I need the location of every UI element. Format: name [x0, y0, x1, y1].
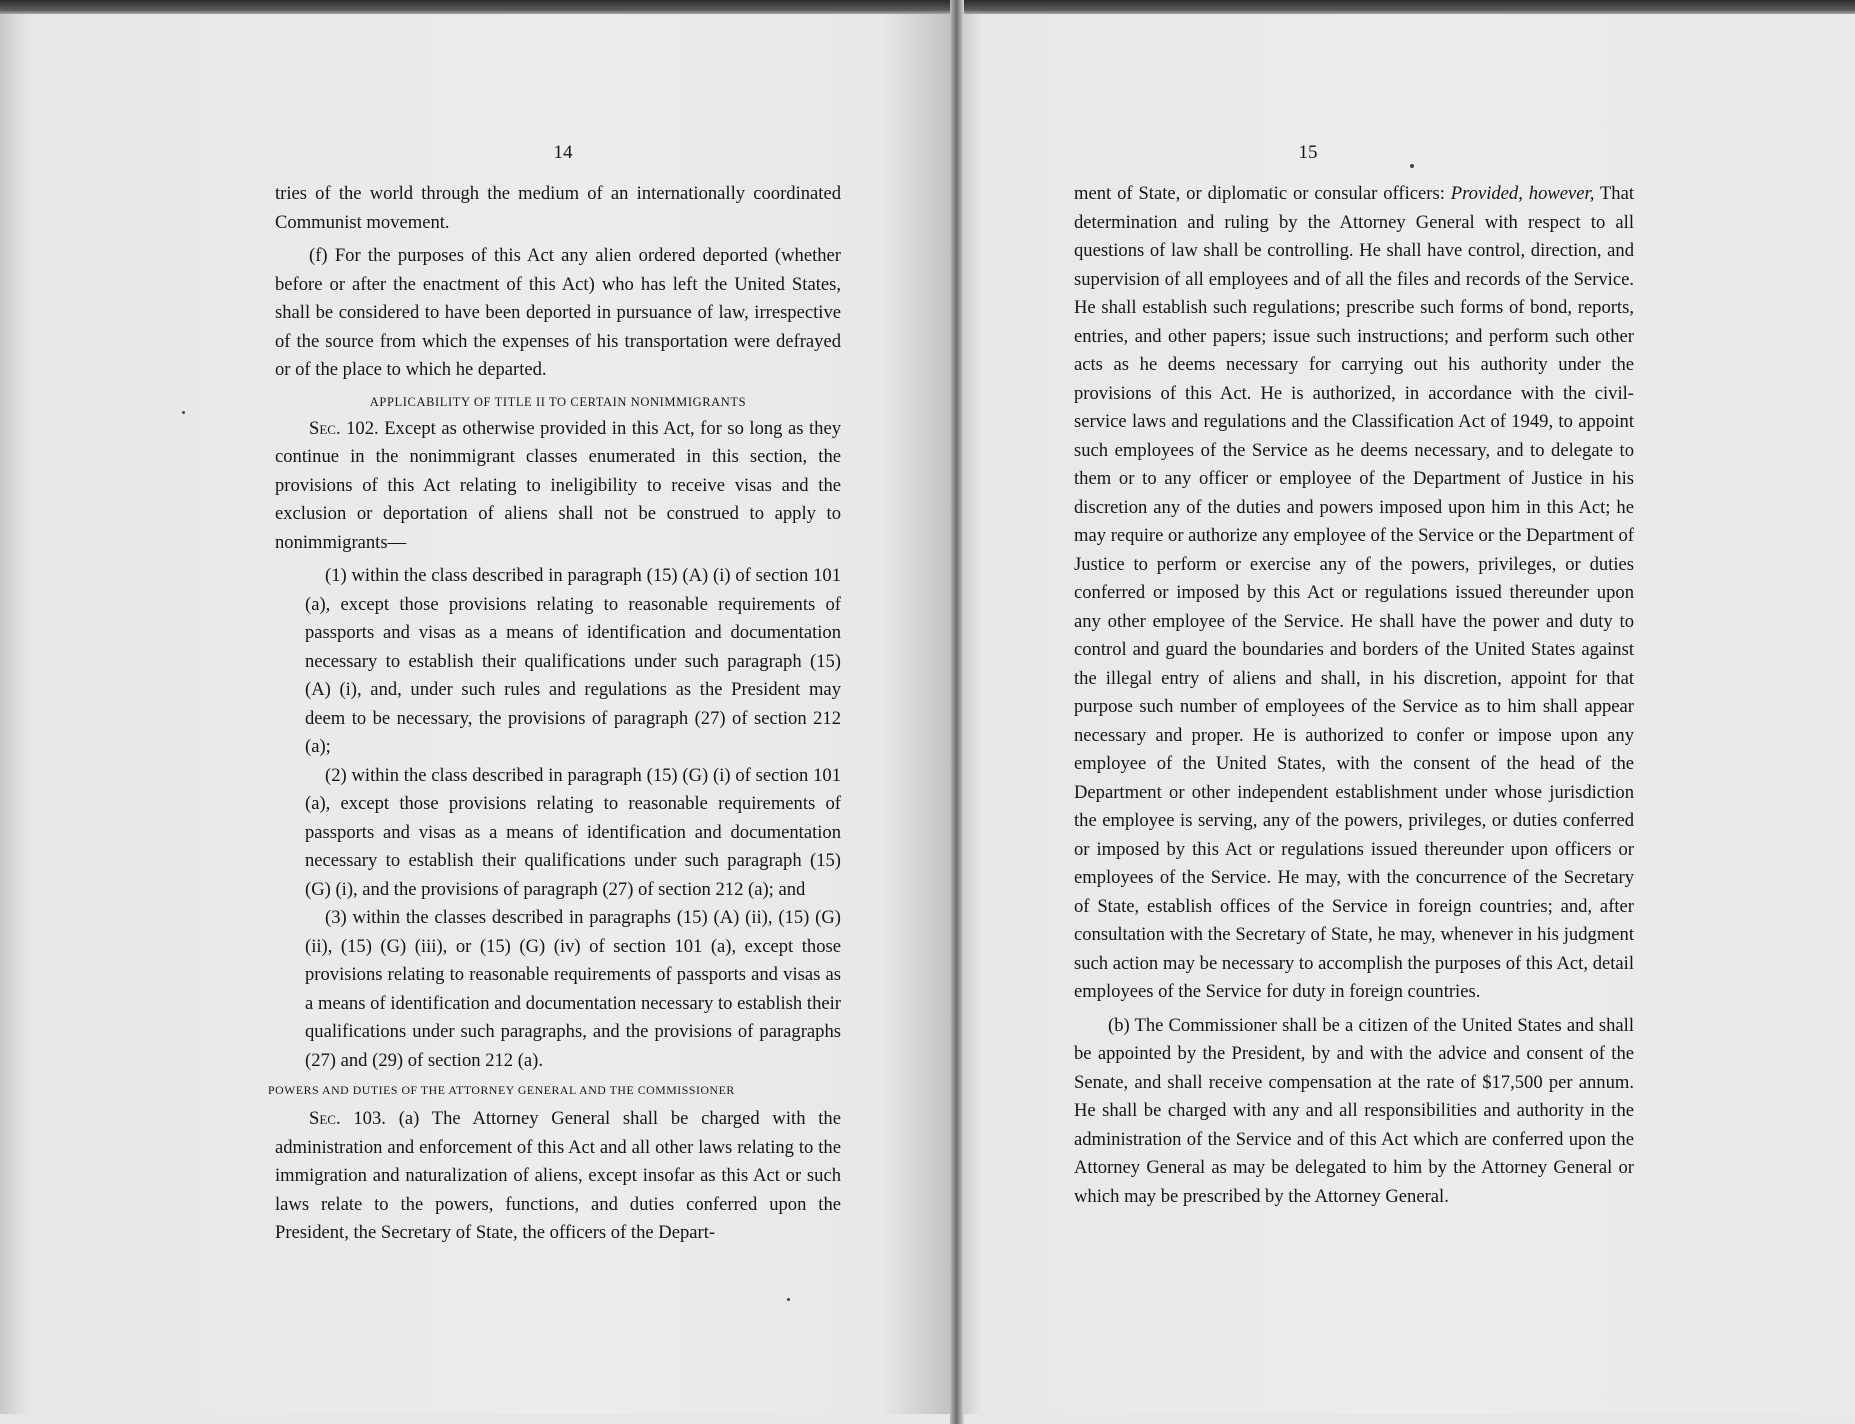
page-number-right: 15 [1298, 142, 1318, 163]
book-gutter [950, 0, 964, 1424]
paper-speck [787, 1298, 790, 1301]
section-heading-title-ii: APPLICABILITY OF TITLE II TO CERTAIN NONIMMIGRANTS [369, 394, 747, 409]
page-number-left: 14 [553, 142, 573, 163]
right-page-text [1074, 180, 1634, 1211]
right-page [958, 14, 1855, 1414]
text-run: ment of State, or diplomatic or consular officers: [1074, 183, 1451, 204]
paragraph-continuation [1074, 180, 1634, 1007]
section-103 [275, 1105, 841, 1248]
paragraph-continuation: tries of the world through the medium of an internationally coordinated Communist movement. [275, 183, 841, 233]
paper-speck [182, 411, 185, 414]
section-heading-powers: POWERS AND DUTIES OF THE ATTORNEY GENERAL AND THE COMMISSIONER [268, 1083, 735, 1097]
text-run-italic: Provided, however, [1450, 183, 1595, 204]
text-run: That determination and ruling by the Attorney General with respect to all questions of law shall be controlling. He shall have control, direction, and supervision of all employees and of all the files and records of the Service. He shall establish such regulations; prescribe such forms of bond, reports, entries, and other papers; issue such instructions; and perform such other acts as he deems necessary for carrying out his authority under the provisions of this Act. He is authorized, in accordance with the civil-service laws and regulations and the Classification Act of 1949, to appoint such employees of the Service as he deems necessary, and to delegate to them or to any officer or employee of the Department of Justice in his discretion any of the duties and powers imposed upon him in this Act; he may require or authorize any employee of the Service or the Department of Justice to perform or exercise any of the powers, privileges, or duties conferred or imposed by this Act or regulations issued thereunder upon any other employee of the Service. He shall have the power and duty to control and guard the boundaries and borders of the United States against the illegal entry of aliens and shall, in his discretion, appoint for that purpose such number of employees of the Service as to him shall appear necessary and proper. He is authorized to confer or impose upon any employee of the United States, with the consent of the head of the Department or other independent establishment under whose jurisdiction the employee is serving, any of the powers, privileges, or duties conferred or imposed by this Act or regulations issued thereunder upon officers or employees of the Service. He may, with the concurrence of the Secretary of State, establish offices of the Service in foreign countries; and, after consultation with the Secretary of State, he may, whenever in his judgment such action may be necessary to accomplish the purposes of this Act, detail employees of the Service for duty in foreign countries. [1074, 183, 1634, 1002]
section-label: Sec. 103. [309, 1108, 386, 1129]
paragraph-f: (f) For the purposes of this Act any alien ordered deported (whether before or after the enactment of this Act) who has left the United States, shall be considered to have been deported in pursuance of law, irrespective of the source from which the expenses of his transportation were defrayed or of the place to which he departed. [275, 245, 841, 380]
paragraph-b: (b) The Commissioner shall be a citizen of the United States and shall be appointed by the President, by and with the advice and consent of the Senate, and shall receive compensation at the rate of $17,500 per annum. He shall be charged with any and all responsibilities and authority in the administration of the Service and of this Act which are conferred upon the Attorney General as may be delegated to him by the Attorney General or which may be prescribed by the Attorney General. [1074, 1014, 1634, 1207]
section-102 [275, 415, 841, 558]
left-page [0, 14, 958, 1414]
list-item-2: (2) within the class described in paragraph (15) (G) (i) of section 101 (a), except those provisions relating to reasonable requirements of passports and visas as a means of identification and documentation necessary to establish their qualifications under such paragraph (15) (G) (i), and the provisions of paragraph (27) of section 212 (a); and [305, 764, 841, 900]
section-text: Except as otherwise provided in this Act, for so long as they continue in the nonimmigrant classes enumerated in this section, the provisions of this Act relating to ineligibility to receive visas and the exclusion or deportation of aliens shall not be construed to apply to nonimmigrants— [275, 417, 841, 553]
paper-speck [1410, 164, 1414, 168]
left-page-text [268, 180, 841, 1248]
section-label: Sec. 102. [309, 417, 379, 439]
section-text: (a) The Attorney General shall be charged with the administration and enforcement of this Act and all other laws relating to the immigration and naturalization of aliens, except insofar as this Act or such laws relate to the powers, functions, and duties conferred upon the President, the Secretary of State, the officers of the Depart- [275, 1108, 841, 1243]
list-item-3: (3) within the classes described in paragraphs (15) (A) (ii), (15) (G) (ii), (15) (G) (iii), or (15) (G) (iv) of section 101 (a), except those provisions relating to reasonable requirements of passports and visas as a means of identification and documentation necessary to establish their qualifications under such paragraphs, and the provisions of paragraphs (27) and (29) of section 212 (a). [305, 907, 841, 1071]
list-item-1: (1) within the class described in paragraph (15) (A) (i) of section 101 (a), except those provisions relating to reasonable requirements of passports and visas as a means of identification and documentation necessary to establish their qualifications under such paragraph (15) (A) (i), and, under such rules and regulations as the President may deem to be necessary, the provisions of paragraph (27) of section 212 (a); [305, 565, 841, 757]
